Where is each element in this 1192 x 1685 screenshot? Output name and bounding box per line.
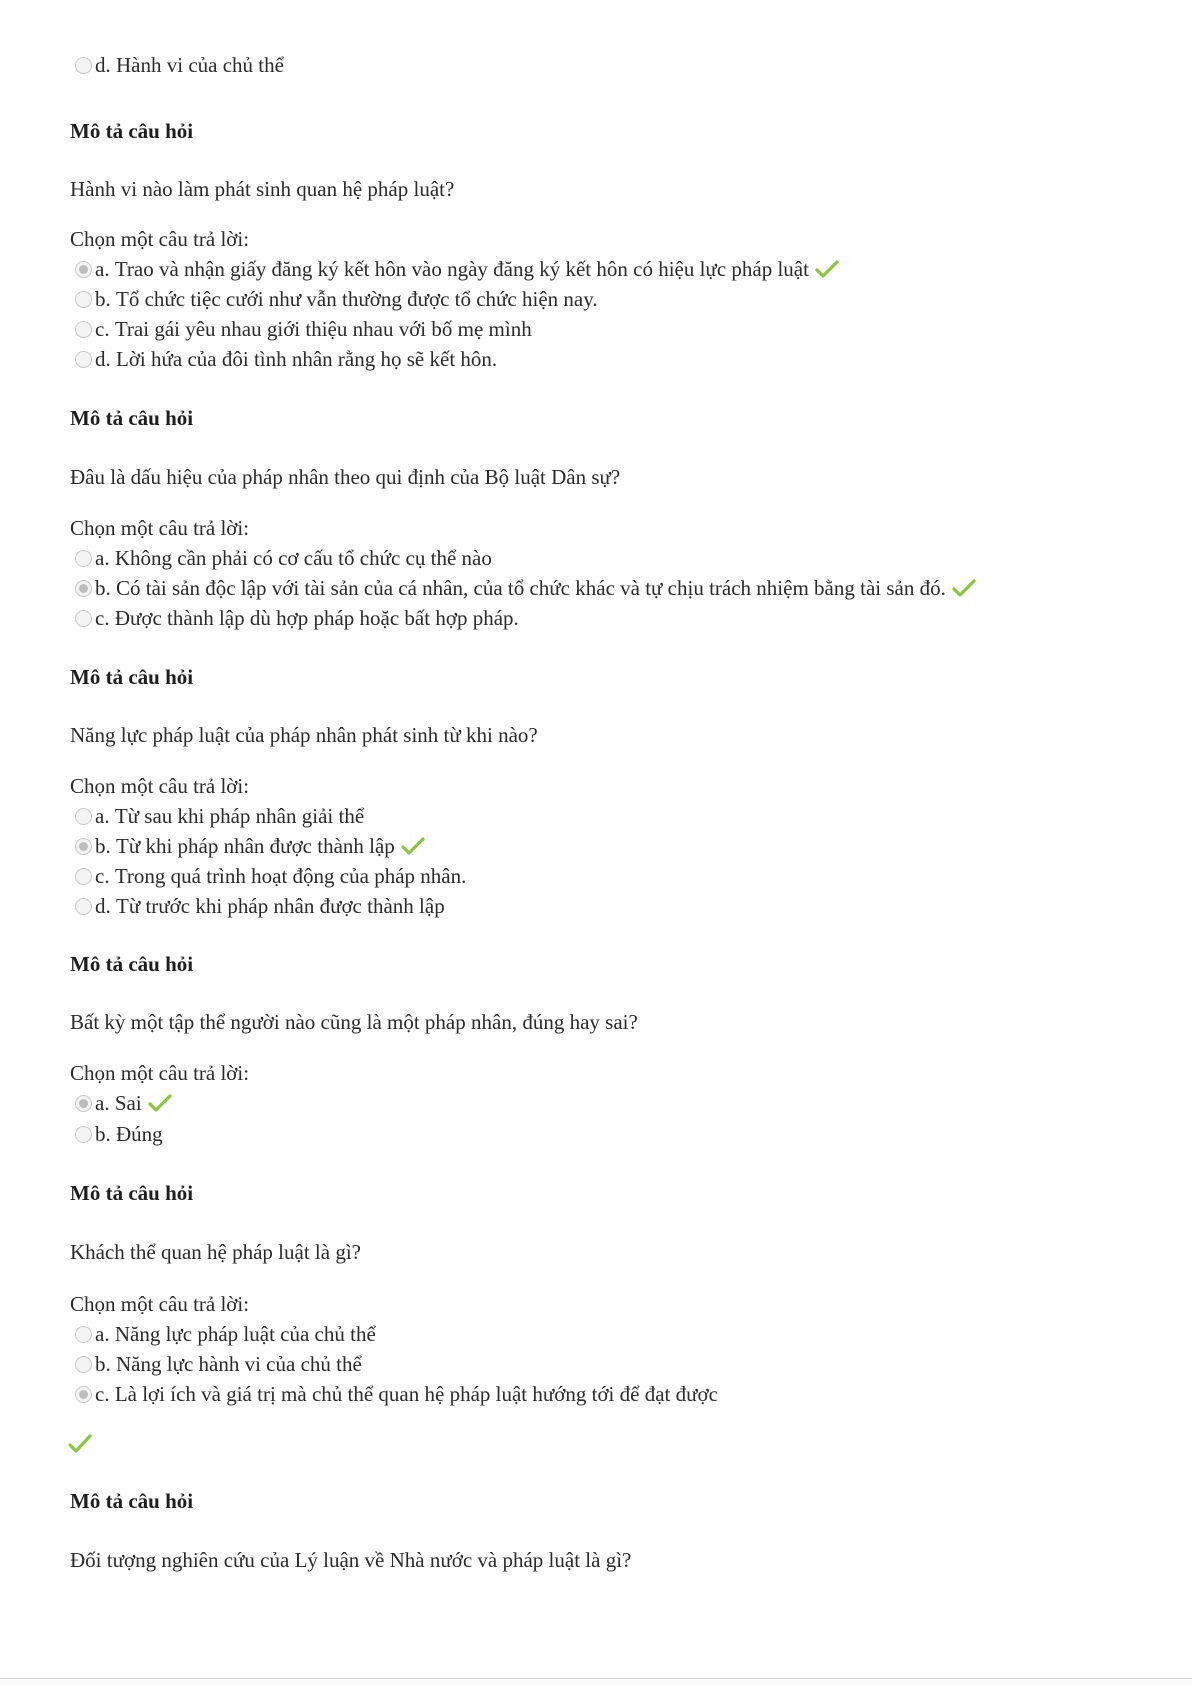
answer-option-d[interactable]: [75, 893, 445, 919]
question-heading: Mô tả câu hỏi: [70, 406, 194, 430]
question-text: Bất kỳ một tập thể người nào cũng là một pháp nhân, đúng hay sai?: [70, 1010, 638, 1034]
answer-option-a[interactable]: [75, 545, 492, 571]
option-letter: c.: [95, 606, 110, 630]
answer-option-a[interactable]: [75, 256, 839, 282]
answer-prompt: Chọn một câu trả lời:: [70, 516, 250, 540]
check-mark-icon: [952, 578, 976, 598]
answer-option-b[interactable]: [75, 1121, 163, 1147]
option-text: Trong quá trình hoạt động của pháp nhân.: [114, 864, 467, 888]
option-letter: d.: [95, 347, 111, 371]
radio-button-selected[interactable]: [75, 1095, 92, 1112]
answer-option-b[interactable]: [75, 286, 598, 312]
option-letter: a.: [95, 804, 110, 828]
question-heading: Mô tả câu hỏi: [70, 665, 194, 689]
answer-option-b[interactable]: [75, 575, 976, 601]
option-letter: a.: [95, 546, 110, 570]
option-text: Là lợi ích và giá trị mà chủ thể quan hệ pháp luật hướng tới để đạt được: [114, 1382, 718, 1406]
option-text: Từ trước khi pháp nhân được thành lập: [116, 894, 445, 918]
answer-option-b[interactable]: [75, 1351, 362, 1377]
question-heading: Mô tả câu hỏi: [70, 952, 194, 976]
radio-button[interactable]: [75, 1356, 92, 1373]
question-text: Đối tượng nghiên cứu của Lý luận về Nhà nước và pháp luật là gì?: [70, 1548, 632, 1572]
option-letter: c.: [95, 1382, 110, 1406]
answer-option-c[interactable]: [75, 605, 519, 631]
answer-prompt: Chọn một câu trả lời:: [70, 227, 250, 251]
question-text: Khách thể quan hệ pháp luật là gì?: [70, 1240, 361, 1264]
answer-prompt: Chọn một câu trả lời:: [70, 1292, 250, 1316]
option-letter: c.: [95, 317, 110, 341]
answer-option-a[interactable]: [75, 1321, 376, 1347]
option-text: Năng lực hành vi của chủ thể: [116, 1352, 362, 1376]
question-text: Hành vi nào làm phát sinh quan hệ pháp luật?: [70, 177, 455, 201]
question-heading: Mô tả câu hỏi: [70, 1489, 194, 1513]
option-letter: a.: [95, 1322, 110, 1346]
radio-button[interactable]: [75, 1326, 92, 1343]
question-heading: Mô tả câu hỏi: [70, 119, 194, 143]
option-letter: d.: [95, 53, 111, 77]
question-text: Đâu là dấu hiệu của pháp nhân theo qui định của Bộ luật Dân sự?: [70, 465, 621, 489]
option-text: Lời hứa của đôi tình nhân rằng họ sẽ kết hôn.: [116, 347, 498, 371]
option-text: Đúng: [116, 1122, 163, 1146]
radio-button-selected[interactable]: [75, 261, 92, 278]
option-text: Không cần phải có cơ cấu tổ chức cụ thể nào: [114, 546, 492, 570]
radio-button[interactable]: [75, 291, 92, 308]
answer-prompt: Chọn một câu trả lời:: [70, 774, 250, 798]
radio-button[interactable]: [75, 808, 92, 825]
option-letter: b.: [95, 1352, 111, 1376]
option-text: Có tài sản độc lập với tài sản của cá nhân, của tổ chức khác và tự chịu trách nhiệm bằng tài sản đó.: [116, 576, 946, 600]
check-mark-icon: [68, 1433, 92, 1460]
option-letter: a.: [95, 257, 110, 281]
page-bottom-edge: [0, 1678, 1192, 1685]
answer-option-a[interactable]: [75, 803, 364, 829]
question-heading: Mô tả câu hỏi: [70, 1181, 194, 1205]
option-text: Trai gái yêu nhau giới thiệu nhau với bố mẹ mình: [114, 317, 532, 341]
option-letter: b.: [95, 576, 111, 600]
check-mark-icon: [401, 836, 425, 856]
option-letter: d.: [95, 894, 111, 918]
option-letter: c.: [95, 864, 110, 888]
answer-option-d[interactable]: [75, 346, 497, 372]
option-letter: a.: [95, 1091, 110, 1115]
check-mark-icon: [815, 259, 839, 279]
answer-prompt: Chọn một câu trả lời:: [70, 1061, 250, 1085]
radio-button-selected[interactable]: [75, 1386, 92, 1403]
option-letter: b.: [95, 287, 111, 311]
option-text: Từ sau khi pháp nhân giải thể: [114, 804, 365, 828]
option-text: Từ khi pháp nhân được thành lập: [116, 834, 395, 858]
question-text: Năng lực pháp luật của pháp nhân phát sinh từ khi nào?: [70, 723, 538, 747]
radio-button[interactable]: [75, 550, 92, 567]
option-text: Được thành lập dù hợp pháp hoặc bất hợp pháp.: [114, 606, 519, 630]
radio-button[interactable]: [75, 868, 92, 885]
option-letter: b.: [95, 1122, 111, 1146]
radio-button[interactable]: [75, 351, 92, 368]
option-text: Sai: [114, 1091, 142, 1115]
answer-option-c[interactable]: [75, 863, 466, 889]
answer-option-b[interactable]: [75, 833, 425, 859]
option-letter: b.: [95, 834, 111, 858]
lead-option-d[interactable]: [75, 52, 284, 78]
check-mark-icon: [148, 1093, 172, 1113]
option-text: Năng lực pháp luật của chủ thể: [114, 1322, 376, 1346]
radio-button[interactable]: [75, 898, 92, 915]
option-text: Hành vi của chủ thể: [116, 53, 284, 77]
radio-button-selected[interactable]: [75, 580, 92, 597]
radio-button[interactable]: [75, 57, 92, 74]
radio-button-selected[interactable]: [75, 838, 92, 855]
radio-button[interactable]: [75, 610, 92, 627]
radio-button[interactable]: [75, 1126, 92, 1143]
answer-option-c[interactable]: [75, 1381, 718, 1407]
option-text: Tổ chức tiệc cưới như vẫn thường được tổ chức hiện nay.: [116, 287, 598, 311]
radio-button[interactable]: [75, 321, 92, 338]
answer-option-a[interactable]: [75, 1090, 172, 1116]
option-text: Trao và nhận giấy đăng ký kết hôn vào ngày đăng ký kết hôn có hiệu lực pháp luật: [114, 257, 809, 281]
answer-option-c[interactable]: [75, 316, 532, 342]
